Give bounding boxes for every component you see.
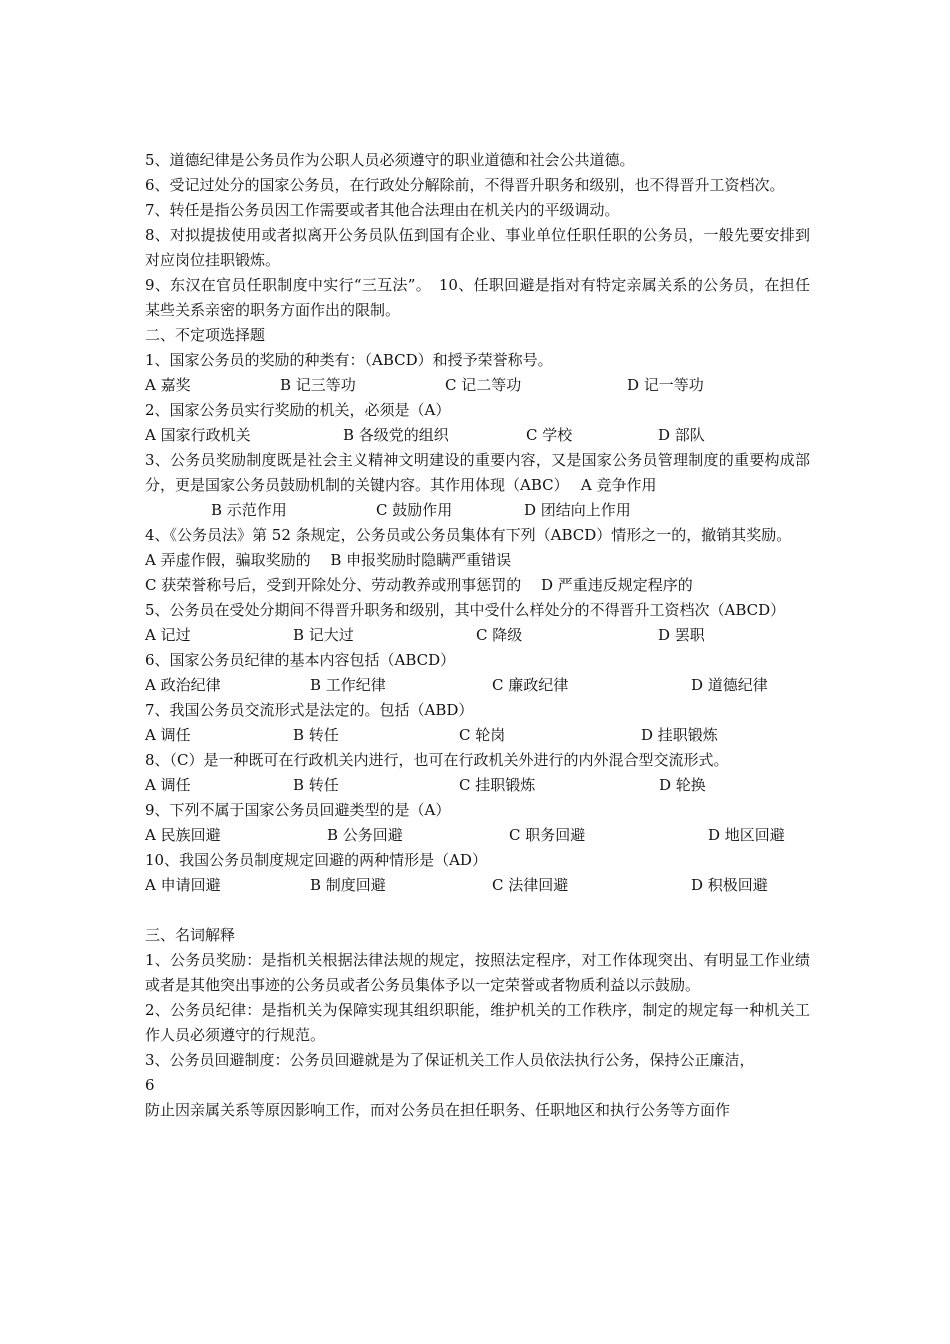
judgement-item: 6、受记过处分的国家公务员，在行政处分解除前，不得晋升职务和级别，也不得晋升工资档次。 [145, 176, 785, 194]
option: D 挂职锻炼 [641, 726, 718, 744]
option: C 轮岗 [459, 726, 506, 744]
question-text: 7、我国公务员交流形式是法定的。包括（ABD） [145, 701, 474, 719]
judgement-item: 5、道德纪律是公务员作为公职人员必须遵守的职业道德和社会公共道德。 [145, 151, 635, 169]
option: D 道德纪律 [691, 676, 768, 694]
option: C 学校 [526, 426, 573, 444]
question-text: 8、（C）是一种既可在行政机关内进行，也可在行政机关外进行的内外混合型交流形式。 [145, 751, 729, 769]
option-row [145, 873, 810, 898]
option: D 罢职 [658, 626, 705, 644]
option: C 法律回避 [492, 876, 569, 894]
page-number: 6 [145, 1076, 155, 1094]
option-row [145, 673, 810, 698]
question-body: 3、公务员奖励制度既是社会主义精神文明建设的重要内容，又是国家公务员管理制度的重要构成部分，更是国家公务员鼓励机制的关键内容。其作用体现（ABC） [145, 451, 810, 494]
option: D 部队 [658, 426, 705, 444]
option: C 鼓励作用 [376, 501, 453, 519]
continuation-text: 防止因亲属关系等原因影响工作，而对公务员在担任职务、任职地区和执行公务等方面作 [145, 1101, 731, 1119]
option: C 职务回避 [509, 826, 586, 844]
option: A 竞争作用 [580, 476, 657, 494]
option: A 调任 [145, 726, 191, 744]
option: A 政治纪律 [145, 676, 221, 694]
option-row [145, 423, 810, 448]
question-text [145, 448, 810, 498]
option: A 申请回避 [145, 876, 221, 894]
option: B 工作纪律 [310, 676, 386, 694]
blank-line [145, 898, 810, 923]
option: B 各级党的组织 [343, 426, 449, 444]
section-heading: 二、不定项选择题 [145, 326, 266, 344]
option: A 记过 [145, 626, 191, 644]
judgement-item: 7、转任是指公务员因工作需要或者其他合法理由在机关内的平级调动。 [145, 201, 620, 219]
option: C 廉政纪律 [492, 676, 569, 694]
document-page [145, 148, 810, 1123]
option: D 积极回避 [691, 876, 768, 894]
option-row [145, 773, 810, 798]
option: D 团结向上作用 [524, 501, 631, 519]
option: B 记大过 [293, 626, 354, 644]
option: A 嘉奖 [145, 376, 191, 394]
term-definition: 3、公务员回避制度：公务员回避就是为了保证机关工作人员依法执行公务，保持公正廉洁， [145, 1051, 755, 1069]
question-text: 9、下列不属于国家公务员回避类型的是（A） [145, 801, 451, 819]
option: D 地区回避 [708, 826, 785, 844]
option-line: A 弄虚作假，骗取奖励的 B 申报奖励时隐瞒严重错误 [145, 551, 512, 569]
option-row [145, 823, 810, 848]
option: A 国家行政机关 [145, 426, 251, 444]
option: D 轮换 [659, 776, 706, 794]
option: B 转任 [293, 776, 339, 794]
option-row [145, 498, 810, 523]
option: A 调任 [145, 776, 191, 794]
option: D 记一等功 [627, 376, 704, 394]
option: C 降级 [476, 626, 523, 644]
question-text: 6、国家公务员纪律的基本内容包括（ABCD） [145, 651, 456, 669]
option-row [145, 623, 810, 648]
option: B 示范作用 [211, 501, 287, 519]
question-text: 4、《公务员法》第 52 条规定，公务员或公务员集体有下列（ABCD）情形之一的，撤销其奖励。 [145, 526, 792, 544]
question-text: 10、我国公务员制度规定回避的两种情形是（AD） [145, 851, 487, 869]
question-text: 1、国家公务员的奖励的种类有：（ABCD）和授予荣誉称号。 [145, 351, 553, 369]
option-row [145, 723, 810, 748]
option: B 公务回避 [327, 826, 403, 844]
spacer [145, 498, 211, 523]
option: B 记三等功 [280, 376, 356, 394]
section-heading: 三、名词解释 [145, 926, 236, 944]
judgement-item: 9、东汉在官员任职制度中实行“三互法”。 10、任职回避是指对有特定亲属关系的公务员，在担任某些关系亲密的职务方面作出的限制。 [145, 276, 810, 319]
option: C 挂职锻炼 [459, 776, 536, 794]
judgement-item: 8、对拟提拔使用或者拟离开公务员队伍到国有企业、事业单位任职任职的公务员，一般先要安排到对应岗位挂职锻炼。 [145, 226, 810, 269]
question-text: 5、公务员在受处分期间不得晋升职务和级别，其中受什么样处分的不得晋升工资档次（ABCD） [145, 601, 786, 619]
option: B 转任 [293, 726, 339, 744]
term-definition: 2、公务员纪律：是指机关为保障实现其组织职能，维护机关的工作秩序，制定的规定每一种机关工作人员必须遵守的行规范。 [145, 1001, 810, 1044]
option-row [145, 373, 810, 398]
option: C 记二等功 [445, 376, 522, 394]
option-line: C 获荣誉称号后，受到开除处分、劳动教养或刑事惩罚的 D 严重违反规定程序的 [145, 576, 693, 594]
option: A 民族回避 [145, 826, 221, 844]
term-definition: 1、公务员奖励：是指机关根据法律法规的规定，按照法定程序，对工作体现突出、有明显工作业绩或者是其他突出事迹的公务员或者公务员集体予以一定荣誉或者物质利益以示鼓励。 [145, 951, 810, 994]
question-text: 2、国家公务员实行奖励的机关，必须是（A） [145, 401, 451, 419]
option: B 制度回避 [310, 876, 386, 894]
